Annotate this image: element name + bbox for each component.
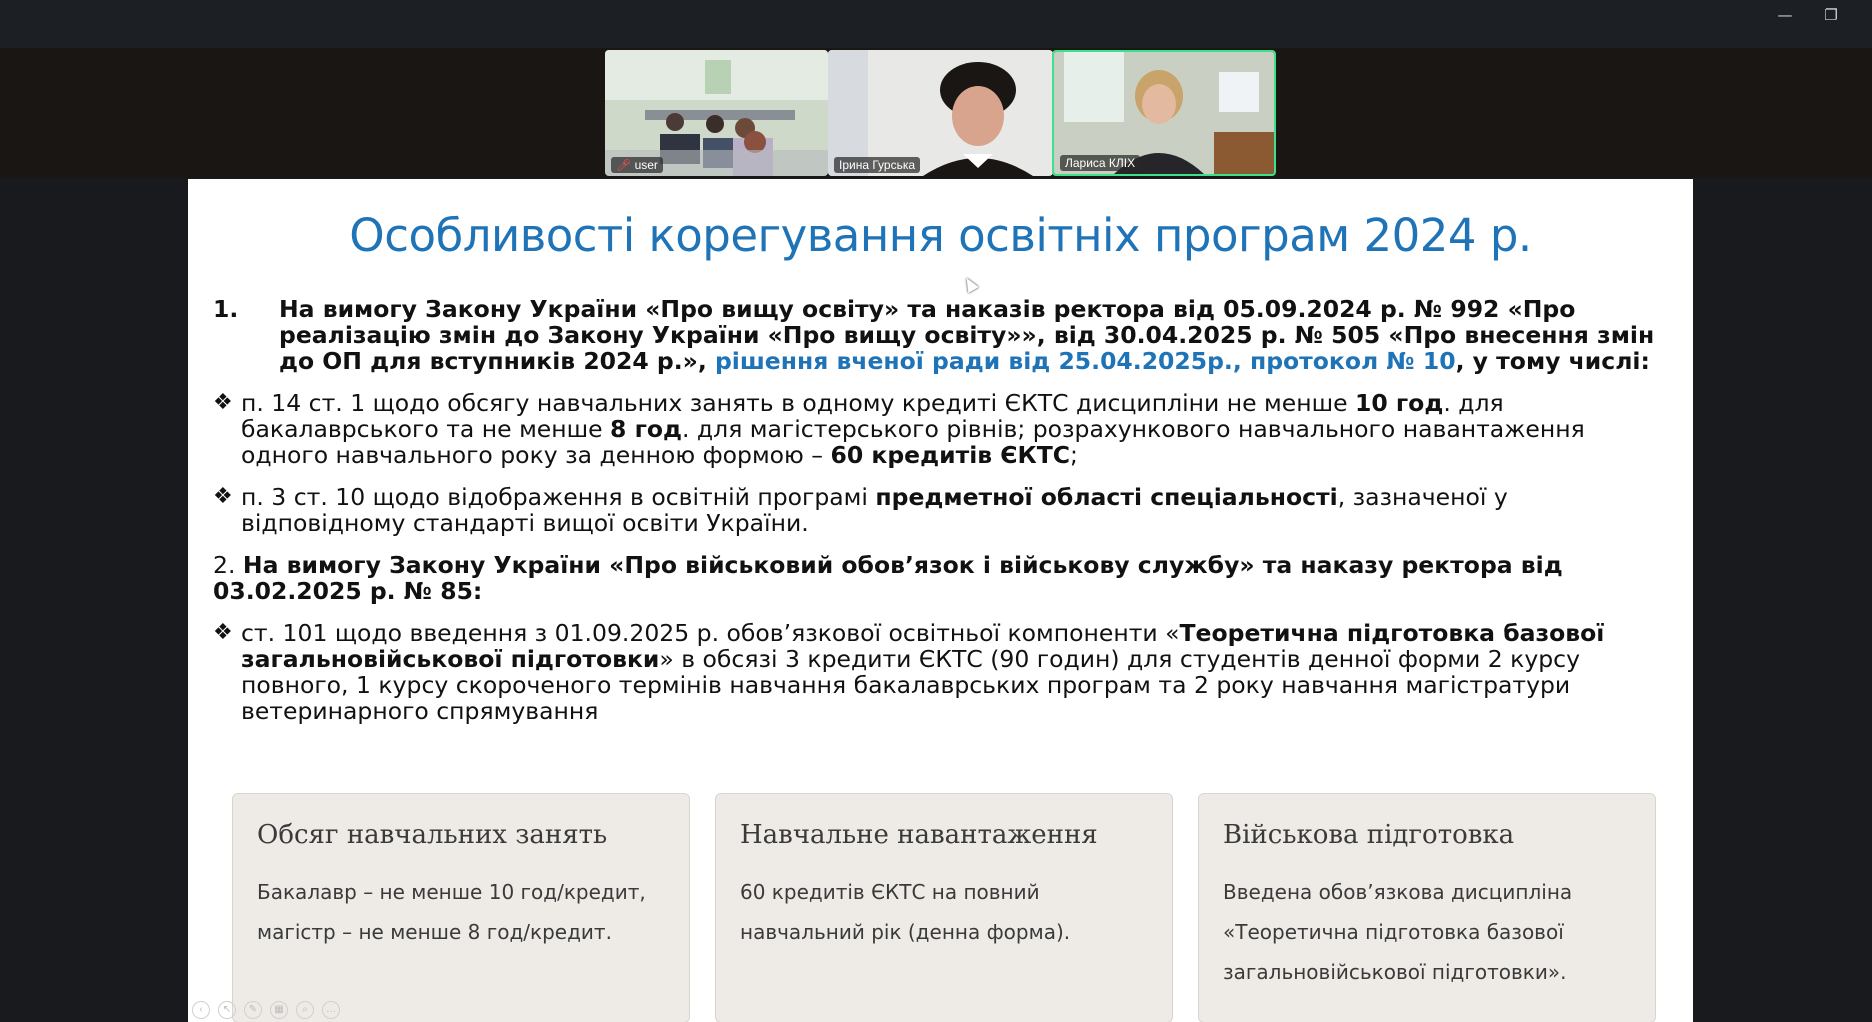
card-title: Навчальне навантаження [740,820,1098,850]
mic-muted-icon: 🎤︎ [616,158,632,172]
more-options-icon[interactable]: … [322,1001,340,1019]
previous-icon[interactable]: ‹ [192,1001,210,1019]
participant-name: Лариса КЛІХ [1060,155,1140,171]
council-decision-text: рішення вченої ради від 25.04.2025р., протокол № 10 [714,347,1456,375]
card-text: 60 кредитів ЄКТС на повний навчальний рік (денна форма). [740,880,1071,944]
participant-tile-active-speaker[interactable] [1052,50,1276,176]
list-number: 1. [213,295,239,323]
slides-grid-icon[interactable]: ▦ [270,1001,288,1019]
paragraph-2: 2. На вимогу Закону України «Про військовий обов’язок і військову службу» та наказу ректора від 03.02.2025 р. № 85: [213,551,1563,605]
slide-body [213,296,1673,740]
bullet-icon: ❖ [213,484,233,509]
bullet-item: ❖ п. 14 ст. 1 щодо обсягу навчальних занять в одному кредиті ЄКТС дисципліни не менше 10 год. для бакалаврського та не менше 8 год. для магістерського рівнів; розрахункового навчального навантаження одного навчального року за денною формою – 60 кредитів ЄКТС; [213,389,1585,469]
card-military-training [1198,793,1656,1022]
pointer-icon[interactable]: ↖ [218,1001,236,1019]
bullet-icon: ❖ [213,620,233,645]
card-study-volume [232,793,690,1022]
slide-title: Особливості корегування освітніх програм 2024 р. [349,209,1532,262]
participant-tile[interactable] [605,50,828,176]
card-text: Бакалавр – не менше 10 год/кредит, магістр – не менше 8 год/кредит. [257,880,646,944]
card-text: Введена обов’язкова дисципліна «Теоретична підготовка базової загальновійськової підготовки». [1223,880,1573,984]
participant-name: Ірина Гурська [834,157,920,173]
card-title: Обсяг навчальних занять [257,820,608,850]
pen-icon[interactable]: ✎ [244,1001,262,1019]
paragraph-1: 1. На вимогу Закону України «Про вищу освіту» та наказів ректора від 05.09.2024 р. № 992 «Про реалізацію змін до Закону України «Про вищу освіту»», від 30.04.2025 р. № 505 «Про внесення змін до ОП для вступників 2024 р.», рішення вченої ради від 25.04.2025р., протокол № 10, у тому числі: [213,295,1655,375]
participant-name: 🎤︎ user [611,157,663,173]
participant-tile[interactable] [828,50,1053,176]
zoom-icon[interactable]: ⌕ [296,1001,314,1019]
card-workload [715,793,1173,1022]
restore-icon[interactable]: ❐ [1824,6,1838,24]
slideshow-toolbar [192,999,348,1021]
bullet-item: ❖ п. 3 ст. 10 щодо відображення в освітній програмі предметної області спеціальності, зазначеної у відповідному стандарті вищої освіти України. [213,483,1508,537]
summary-cards [232,793,1657,1022]
bullet-icon: ❖ [213,390,233,415]
minimize-icon[interactable]: — [1777,6,1793,24]
shared-slide [188,179,1693,1022]
card-title: Військова підготовка [1223,820,1515,850]
bullet-item: ❖ ст. 101 щодо введення з 01.09.2025 р. обов’язкової освітньої компоненти «Теоретична підготовка базової загальновійськової підготовки» в обсязі 3 кредити ЄКТС (90 годин) для студентів денної форми 2 курсу повного, 1 курсу скороченого термінів навчання бакалаврських програм та 2 року навчання магістратури ветеринарного спрямування [213,619,1605,725]
title-bar [0,0,1872,48]
